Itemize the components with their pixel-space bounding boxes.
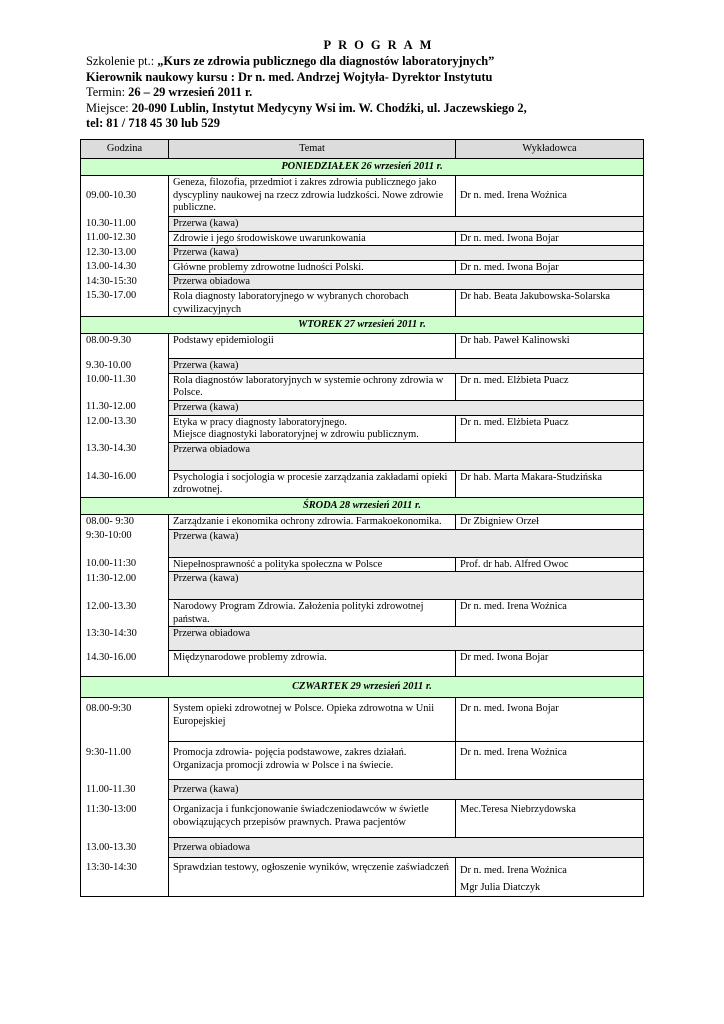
session-time: 08.00- 9:30 [81, 514, 169, 529]
session-topic: Zdrowie i jego środowiskowe uwarunkowania [169, 231, 456, 246]
session-lecturer-line: Mgr Julia Diatczyk [460, 882, 541, 894]
column-header-lecturer: Wykładowca [456, 140, 644, 159]
session-topic: Organizacja i funkcjonowanie świadczeniodawców w świetle obowiązujących przepisów prawnych. Prawa pacjentów [169, 800, 456, 838]
table-row [81, 289, 644, 316]
course-phone-line: tel: 81 / 718 45 30 lub 529 [86, 116, 220, 131]
session-topic-line: Promocja zdrowia- pojęcia podstawowe, zakres działań. [173, 747, 407, 759]
program-title: PROGRAM [323, 38, 439, 52]
table-header-row [81, 140, 644, 159]
table-row [81, 600, 644, 627]
session-time: 13.30-14.30 [81, 442, 169, 470]
session-time: 12.00-13.30 [81, 415, 169, 442]
session-lecturer: Dr hab. Paweł Kalinowski [456, 334, 644, 359]
course-dates-line: Termin: 26 – 29 wrzesień 2011 r. [86, 85, 253, 100]
session-time: 11:30-13:00 [81, 800, 169, 838]
break-label: Przerwa (kawa) [169, 780, 644, 800]
session-lecturer: Prof. dr hab. Alfred Owoc [456, 557, 644, 572]
session-lecturer: Mec.Teresa Niebrzydowska [456, 800, 644, 838]
session-topic [169, 415, 456, 442]
session-topic-line: Miejsce diagnostyki laboratoryjnej w zdrowiu publicznym. [173, 429, 419, 441]
table-row [81, 415, 644, 442]
session-lecturer-line: Dr n. med. Irena Woźnica [460, 865, 567, 877]
document-header [86, 38, 646, 131]
session-lecturer: Dr n. med. Iwona Bojar [456, 260, 644, 275]
session-time: 11.30-12.00 [81, 400, 169, 415]
session-lecturer: Dr n. med. Elżbieta Puacz [456, 415, 644, 442]
session-lecturer: Dr n. med. Iwona Bojar [456, 231, 644, 246]
session-lecturer: Dr n. med. Irena Woźnica [456, 600, 644, 627]
table-row [81, 260, 644, 275]
session-topic: Główne problemy zdrowotne ludności Polski. [169, 260, 456, 275]
session-time: 9:30-11.00 [81, 742, 169, 780]
session-time: 08.00-9.30 [81, 334, 169, 359]
session-topic: Geneza, filozofia, przedmiot i zakres zdrowia publicznego jako dyscypliny naukowej na rzecz zdrowia ludzkości. Nowe zdrowie publiczne. [169, 176, 456, 217]
table-row [81, 400, 644, 415]
session-lecturer: Dr med. Iwona Bojar [456, 651, 644, 677]
break-label: Przerwa obiadowa [169, 442, 644, 470]
table-row [81, 742, 644, 780]
session-time: 13.00-13.30 [81, 838, 169, 858]
table-row [81, 557, 644, 572]
table-row [81, 231, 644, 246]
table-row [81, 359, 644, 374]
table-row [81, 176, 644, 217]
table-row [81, 514, 644, 529]
session-time: 9:30-10:00 [81, 529, 169, 557]
table-row [81, 858, 644, 897]
session-topic-line: Organizacja promocji zdrowia w Polsce i na świecie. [173, 759, 394, 771]
session-topic: Zarządzanie i ekonomika ochrony zdrowia. Farmakoekonomika. [169, 514, 456, 529]
session-time: 11.00-11.30 [81, 780, 169, 800]
session-lecturer: Dr hab. Beata Jakubowska-Solarska [456, 289, 644, 316]
session-lecturer: Dr n. med. Iwona Bojar [456, 698, 644, 742]
day-header-monday: PONIEDZIAŁEK 26 wrzesień 2011 r. [81, 159, 644, 176]
session-time: 9.30-10.00 [81, 359, 169, 374]
table-row [81, 275, 644, 290]
table-row [81, 334, 644, 359]
break-label: Przerwa (kawa) [169, 217, 644, 232]
session-lecturer: Dr n. med. Elżbieta Puacz [456, 373, 644, 400]
course-director-line: Kierownik naukowy kursu : Dr n. med. Andrzej Wojtyła- Dyrektor Instytutu [86, 69, 493, 84]
table-row [81, 470, 644, 497]
break-label: Przerwa obiadowa [169, 838, 644, 858]
session-time: 14:30-15:30 [81, 275, 169, 290]
table-row [81, 651, 644, 677]
course-location-line: Miejsce: 20-090 Lublin, Instytut Medycyny Wsi im. W. Chodźki, ul. Jaczewskiego 2, [86, 100, 527, 115]
table-row [81, 246, 644, 261]
day-header-wednesday: ŚRODA 28 wrzesień 2011 r. [81, 497, 644, 514]
day-header-tuesday: WTOREK 27 wrzesień 2011 r. [81, 317, 644, 334]
break-label: Przerwa (kawa) [169, 572, 644, 600]
session-topic: Psychologia i socjologia w procesie zarządzania zakładami opieki zdrowotnej. [169, 470, 456, 497]
session-time: 13.00-14.30 [81, 260, 169, 275]
session-time: 10.00-11:30 [81, 557, 169, 572]
day-header-thursday: CZWARTEK 29 wrzesień 2011 r. [81, 677, 644, 698]
session-topic: Sprawdzian testowy, ogłoszenie wyników, wręczenie zaświadczeń [169, 858, 456, 897]
session-topic: Niepełnosprawność a polityka społeczna w Polsce [169, 557, 456, 572]
table-row [81, 800, 644, 838]
session-time: 14.30-16.00 [81, 470, 169, 497]
session-time: 10.00-11.30 [81, 373, 169, 400]
session-time: 10.30-11.00 [81, 217, 169, 232]
column-header-topic: Temat [169, 140, 456, 159]
session-topic: Podstawy epidemiologii [169, 334, 456, 359]
break-label: Przerwa obiadowa [169, 275, 644, 290]
session-time: 11:30-12.00 [81, 572, 169, 600]
break-label: Przerwa obiadowa [169, 627, 644, 651]
schedule-table [80, 139, 644, 897]
column-header-time: Godzina [81, 140, 169, 159]
session-topic: Rola diagnostów laboratoryjnych w systemie ochrony zdrowia w Polsce. [169, 373, 456, 400]
course-title-line: Szkolenie pt.: „Kurs ze zdrowia publicznego dla diagnostów laboratoryjnych” [86, 54, 495, 69]
session-time: 09.00-10.30 [81, 176, 169, 217]
session-topic: Narodowy Program Zdrowia. Założenia polityki zdrowotnej państwa. [169, 600, 456, 627]
session-time: 13:30-14:30 [81, 627, 169, 651]
session-time: 15.30-17.00 [81, 289, 169, 316]
break-label: Przerwa (kawa) [169, 400, 644, 415]
session-time: 14.30-16.00 [81, 651, 169, 677]
table-row [81, 572, 644, 600]
session-time: 12.00-13.30 [81, 600, 169, 627]
session-lecturer: Dr Zbigniew Orzeł [456, 514, 644, 529]
session-topic: System opieki zdrowotnej w Polsce. Opieka zdrowotna w Unii Europejskiej [169, 698, 456, 742]
session-lecturer: Dr hab. Marta Makara-Studzińska [456, 470, 644, 497]
session-time: 12.30-13.00 [81, 246, 169, 261]
break-label: Przerwa (kawa) [169, 359, 644, 374]
session-topic: Rola diagnosty laboratoryjnego w wybranych chorobach cywilizacyjnych [169, 289, 456, 316]
table-row [81, 442, 644, 470]
table-row [81, 698, 644, 742]
table-row [81, 780, 644, 800]
session-topic: Międzynarodowe problemy zdrowia. [169, 651, 456, 677]
table-row [81, 529, 644, 557]
session-time: 11.00-12.30 [81, 231, 169, 246]
table-row [81, 373, 644, 400]
session-time: 13:30-14:30 [81, 858, 169, 897]
table-row [81, 838, 644, 858]
session-topic-line: Etyka w pracy diagnosty laboratoryjnego. [173, 416, 347, 428]
session-lecturer: Dr n. med. Irena Woźnica [456, 742, 644, 780]
session-topic [169, 742, 456, 780]
session-time: 08.00-9:30 [81, 698, 169, 742]
break-label: Przerwa (kawa) [169, 529, 644, 557]
session-lecturer [456, 858, 644, 897]
table-row [81, 217, 644, 232]
break-label: Przerwa (kawa) [169, 246, 644, 261]
table-row [81, 627, 644, 651]
session-lecturer: Dr n. med. Irena Woźnica [456, 176, 644, 217]
